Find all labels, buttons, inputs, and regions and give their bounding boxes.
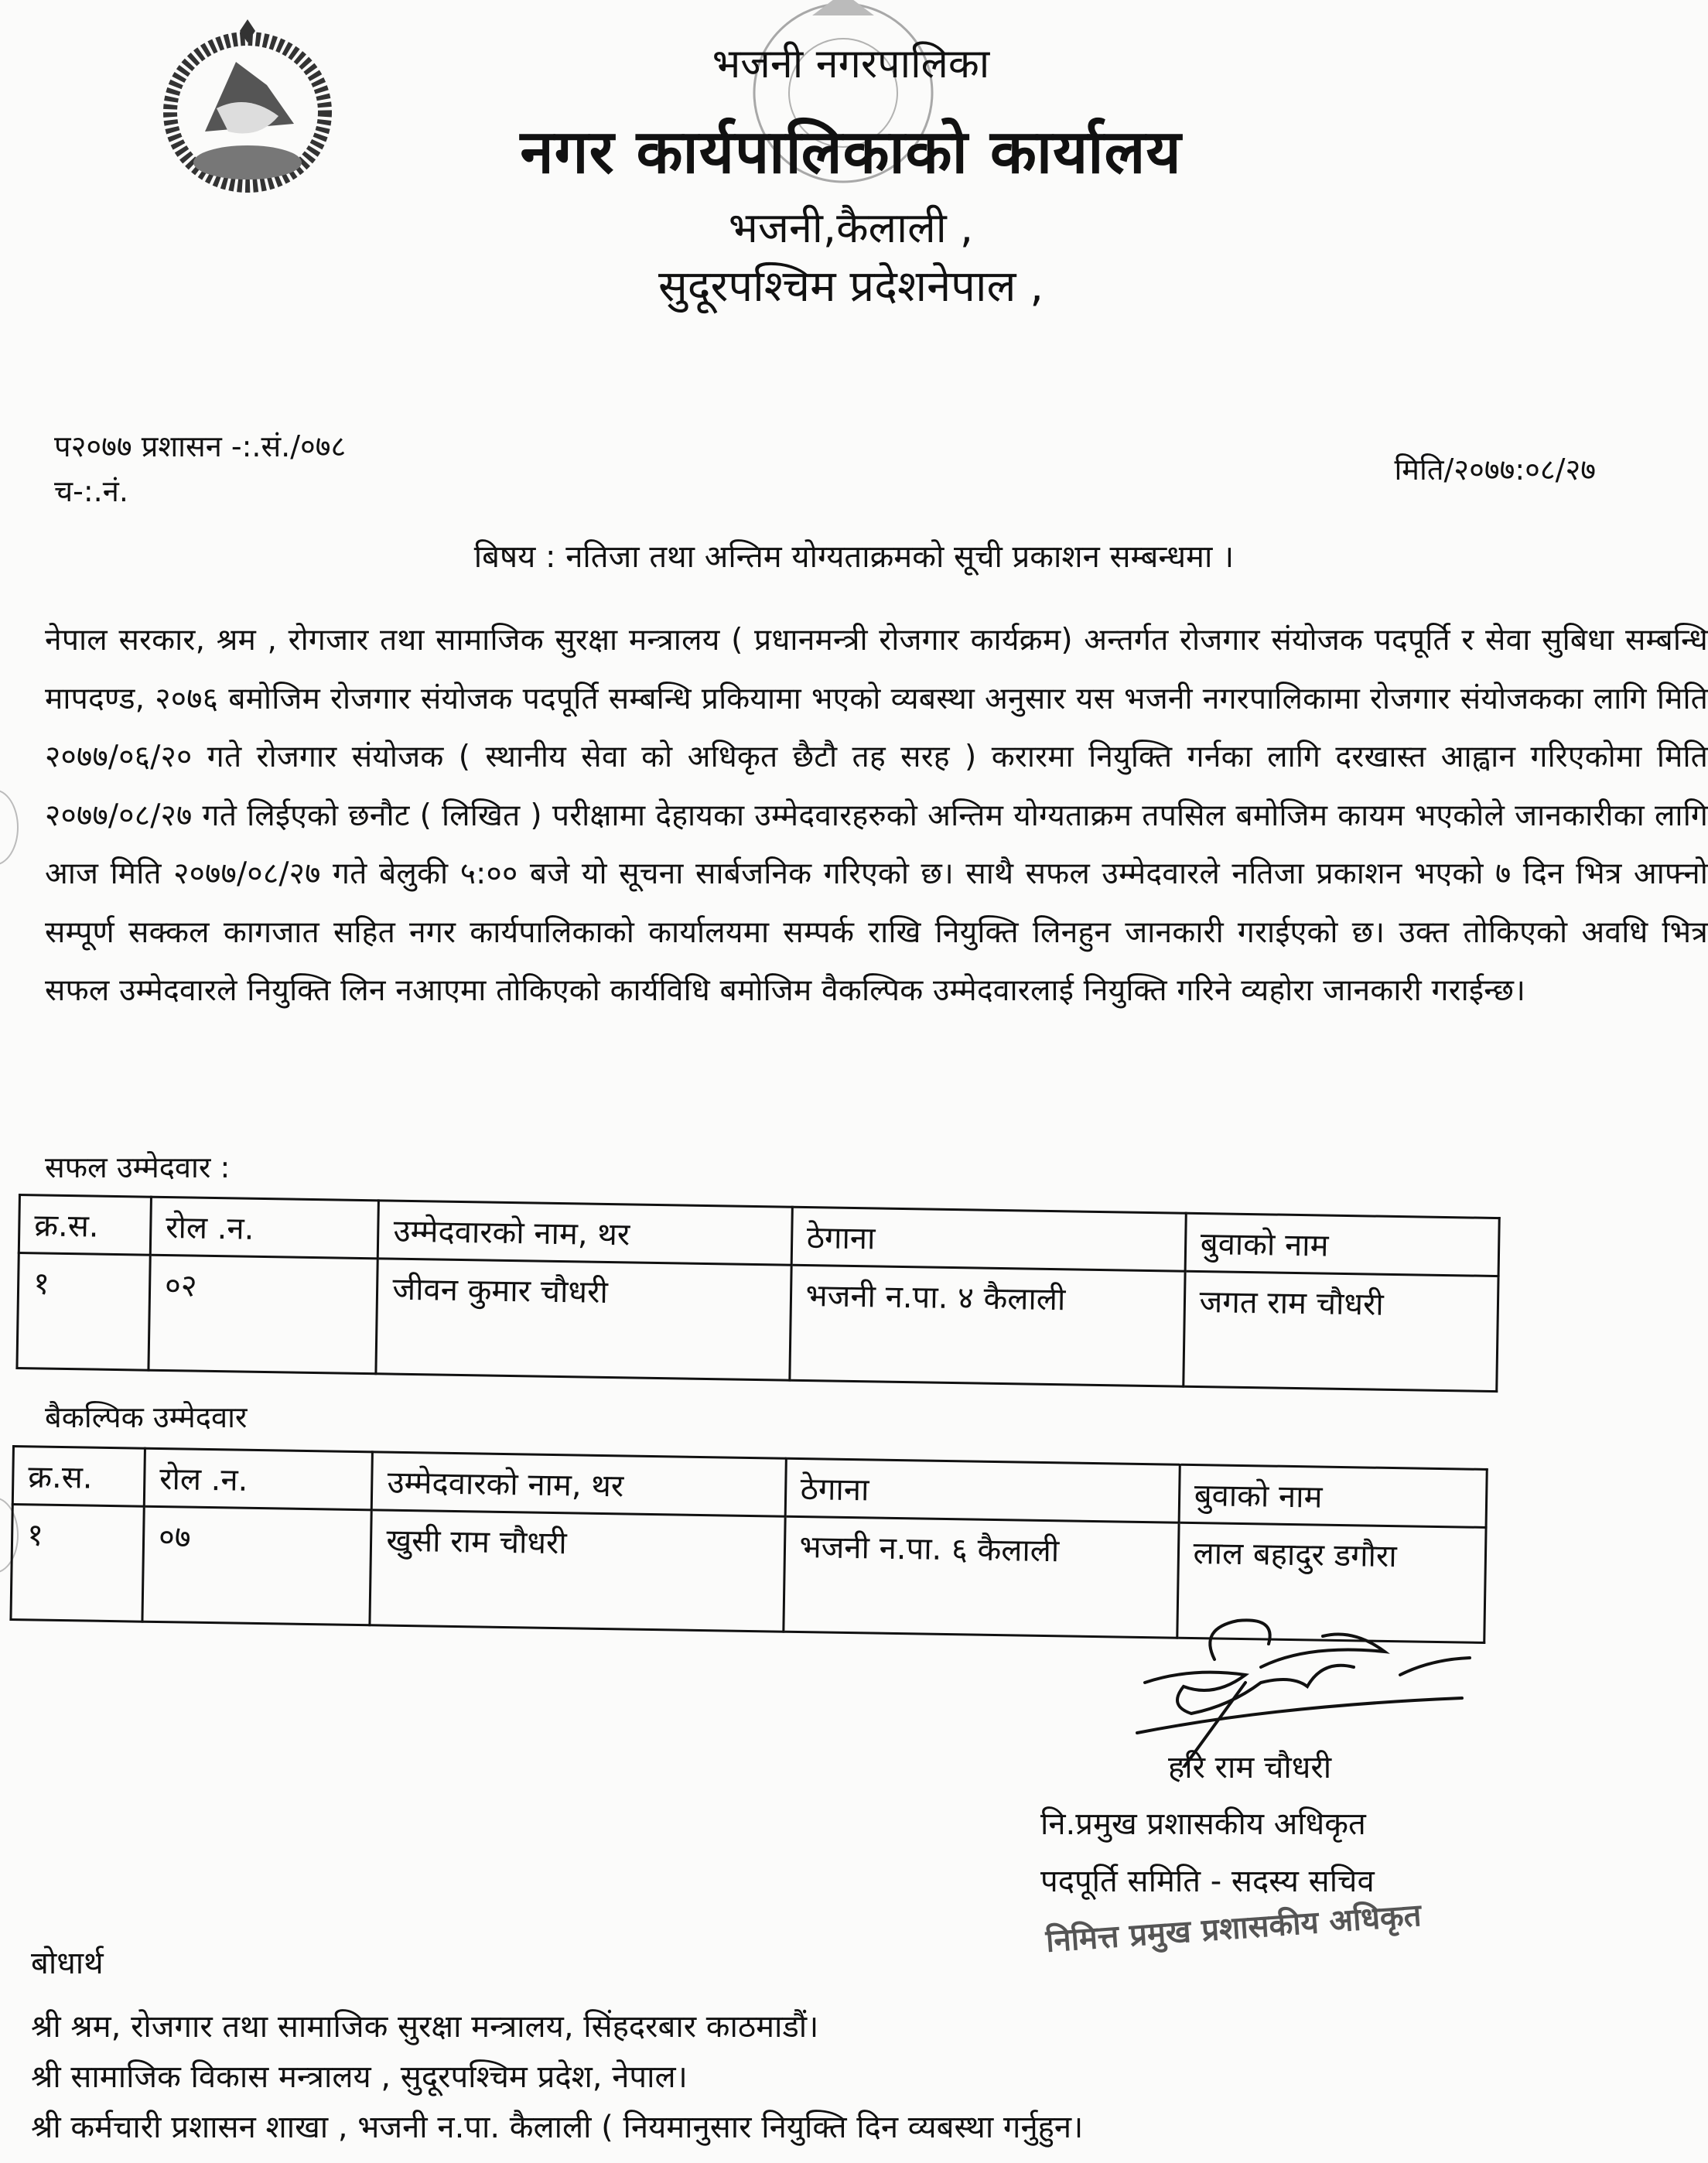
subject-line: बिषय : नतिजा तथा अन्तिम योग्यताक्रमको सूची प्रकाशन सम्बन्धमा । xyxy=(473,539,1235,575)
col-father: बुवाको नाम xyxy=(1185,1213,1499,1276)
cell-name: जीवन कुमार चौधरी xyxy=(376,1259,791,1380)
col-roll: रोल .न. xyxy=(150,1197,379,1259)
cell-roll: ०२ xyxy=(149,1255,378,1374)
officer-rubber-stamp: निमित्त प्रमुख प्रशासकीय अधिकृत xyxy=(1044,1898,1423,1960)
cell-roll: ०७ xyxy=(142,1506,372,1625)
col-address: ठेगाना xyxy=(785,1458,1180,1522)
signatory-name: हरि राम चौधरी xyxy=(1168,1750,1332,1785)
col-address: ठेगाना xyxy=(791,1207,1186,1271)
col-name: उम्मेदवारको नाम, थर xyxy=(372,1452,786,1516)
cc-item: श्री कर्मचारी प्रशासन शाखा , भजनी न.पा. कैलाली ( नियमानुसार नियुक्ति दिन व्यबस्था गर्नुहुन। xyxy=(31,2110,1084,2145)
cc-title: बोधार्थ xyxy=(31,1946,104,1981)
col-name: उम्मेदवारको नाम, थर xyxy=(378,1201,792,1265)
col-father: बुवाको नाम xyxy=(1179,1464,1488,1527)
municipality-name: भजनी नगरपालिका xyxy=(712,41,990,87)
table-row xyxy=(17,1253,1498,1392)
letter-number: प२०७७ प्रशासन -:.सं./०७८ xyxy=(54,429,347,463)
col-roll: रोल .न. xyxy=(144,1448,373,1510)
successful-section-title: सफल उम्मेदवार : xyxy=(45,1150,231,1184)
cc-item: श्री सामाजिक विकास मन्त्रालय , सुदूरपश्चिम प्रदेश, नेपाल। xyxy=(31,2059,688,2095)
cc-item: श्री श्रम, रोजगार तथा सामाजिक सुरक्षा मन्त्रालय, सिंहदरबार काठमाडौं। xyxy=(31,2009,819,2045)
col-serial: क्र.स. xyxy=(19,1195,151,1256)
cell-serial: १ xyxy=(11,1505,144,1622)
office-title: नगर कार्यपालिकाको कार्यालय xyxy=(520,118,1182,187)
cell-address: भजनी न.पा. ६ कैलाली xyxy=(783,1516,1178,1638)
punch-hole xyxy=(0,789,19,866)
dispatch-number: च-:.नं. xyxy=(54,474,128,508)
body-paragraph: नेपाल सरकार, श्रम , रोगजार तथा सामाजिक सुरक्षा मन्त्रालय ( प्रधानमन्त्री रोजगार कार्यक्रम) अन्तर्गत रोजगार संयोजक पदपूर्ति र सेवा सुबिधा सम्बन्धि मापदण्ड, २०७६ बमोजिम रोजगार संयोजक पदपूर्ति सम्बन्धि प्रकियामा भएको व्यबस्था अनुसार यस भजनी नगरपालिकामा रोजगार संयोजकका लागि मिति २०७७/०६/२० गते रोजगार संयोजक ( स्थानीय सेवा को अधिकृत छैटौ तह सरह ) करारमा नियुक्ति गर्नका लागि दरखास्त आह्वान गरिएकोमा मिति २०७७/०८/२७ गते लिईएको छनौट ( लिखित ) परीक्षामा देहायका उम्मेदवारहरुको अन्तिम योग्यताक्रम तपसिल बमोजिम कायम भएकोले जानकारीका लागि आज मिति २०७७/०८/२७ गते बेलुकी ५:०० बजे यो सूचना सार्बजनिक गरिएको छ। साथै सफल उम्मेदवारले नतिजा प्रकाशन भएको ७ दिन भित्र आफ्नो सम्पूर्ण सक्कल कागजात सहित नगर कार्यपालिकाको कार्यालयमा सम्पर्क राखि नियुक्ति लिनहुन जानकारी गराईएको छ। उक्त तोकिएको अवधि भित्र सफल उम्मेदवारले नियुक्ति लिन नआएमा तोकिएको कार्यविधि बमोजिम वैकल्पिक उम्मेदवारलाई नियुक्ति गरिने व्यहोरा जानकारी गराईन्छ। xyxy=(45,623,1708,1008)
signatory-committee-role: पदपूर्ति समिति - सदस्य सचिव xyxy=(1040,1864,1375,1899)
cell-address: भजनी न.पा. ४ कैलाली xyxy=(789,1265,1184,1386)
office-place: भजनी,कैलाली , xyxy=(728,203,974,252)
signatory-role: नि.प्रमुख प्रशासकीय अधिकृत xyxy=(1040,1806,1366,1842)
office-province: सुदूरपश्चिम प्रदेशनेपाल , xyxy=(658,261,1044,312)
letter-date: मिति/२०७७:०८/२७ xyxy=(1394,453,1596,487)
cell-name: खुसी राम चौधरी xyxy=(370,1510,784,1632)
cell-serial: १ xyxy=(17,1253,150,1371)
successful-candidates-table xyxy=(15,1194,1500,1392)
cell-father: लाल बहादुर डगौरा xyxy=(1177,1522,1486,1642)
cell-father: जगत राम चौधरी xyxy=(1183,1271,1498,1391)
nepal-emblem-icon xyxy=(151,15,344,193)
alternate-section-title: बैकल्पिक उम्मेदवार xyxy=(45,1400,248,1434)
col-serial: क्र.स. xyxy=(12,1447,145,1507)
